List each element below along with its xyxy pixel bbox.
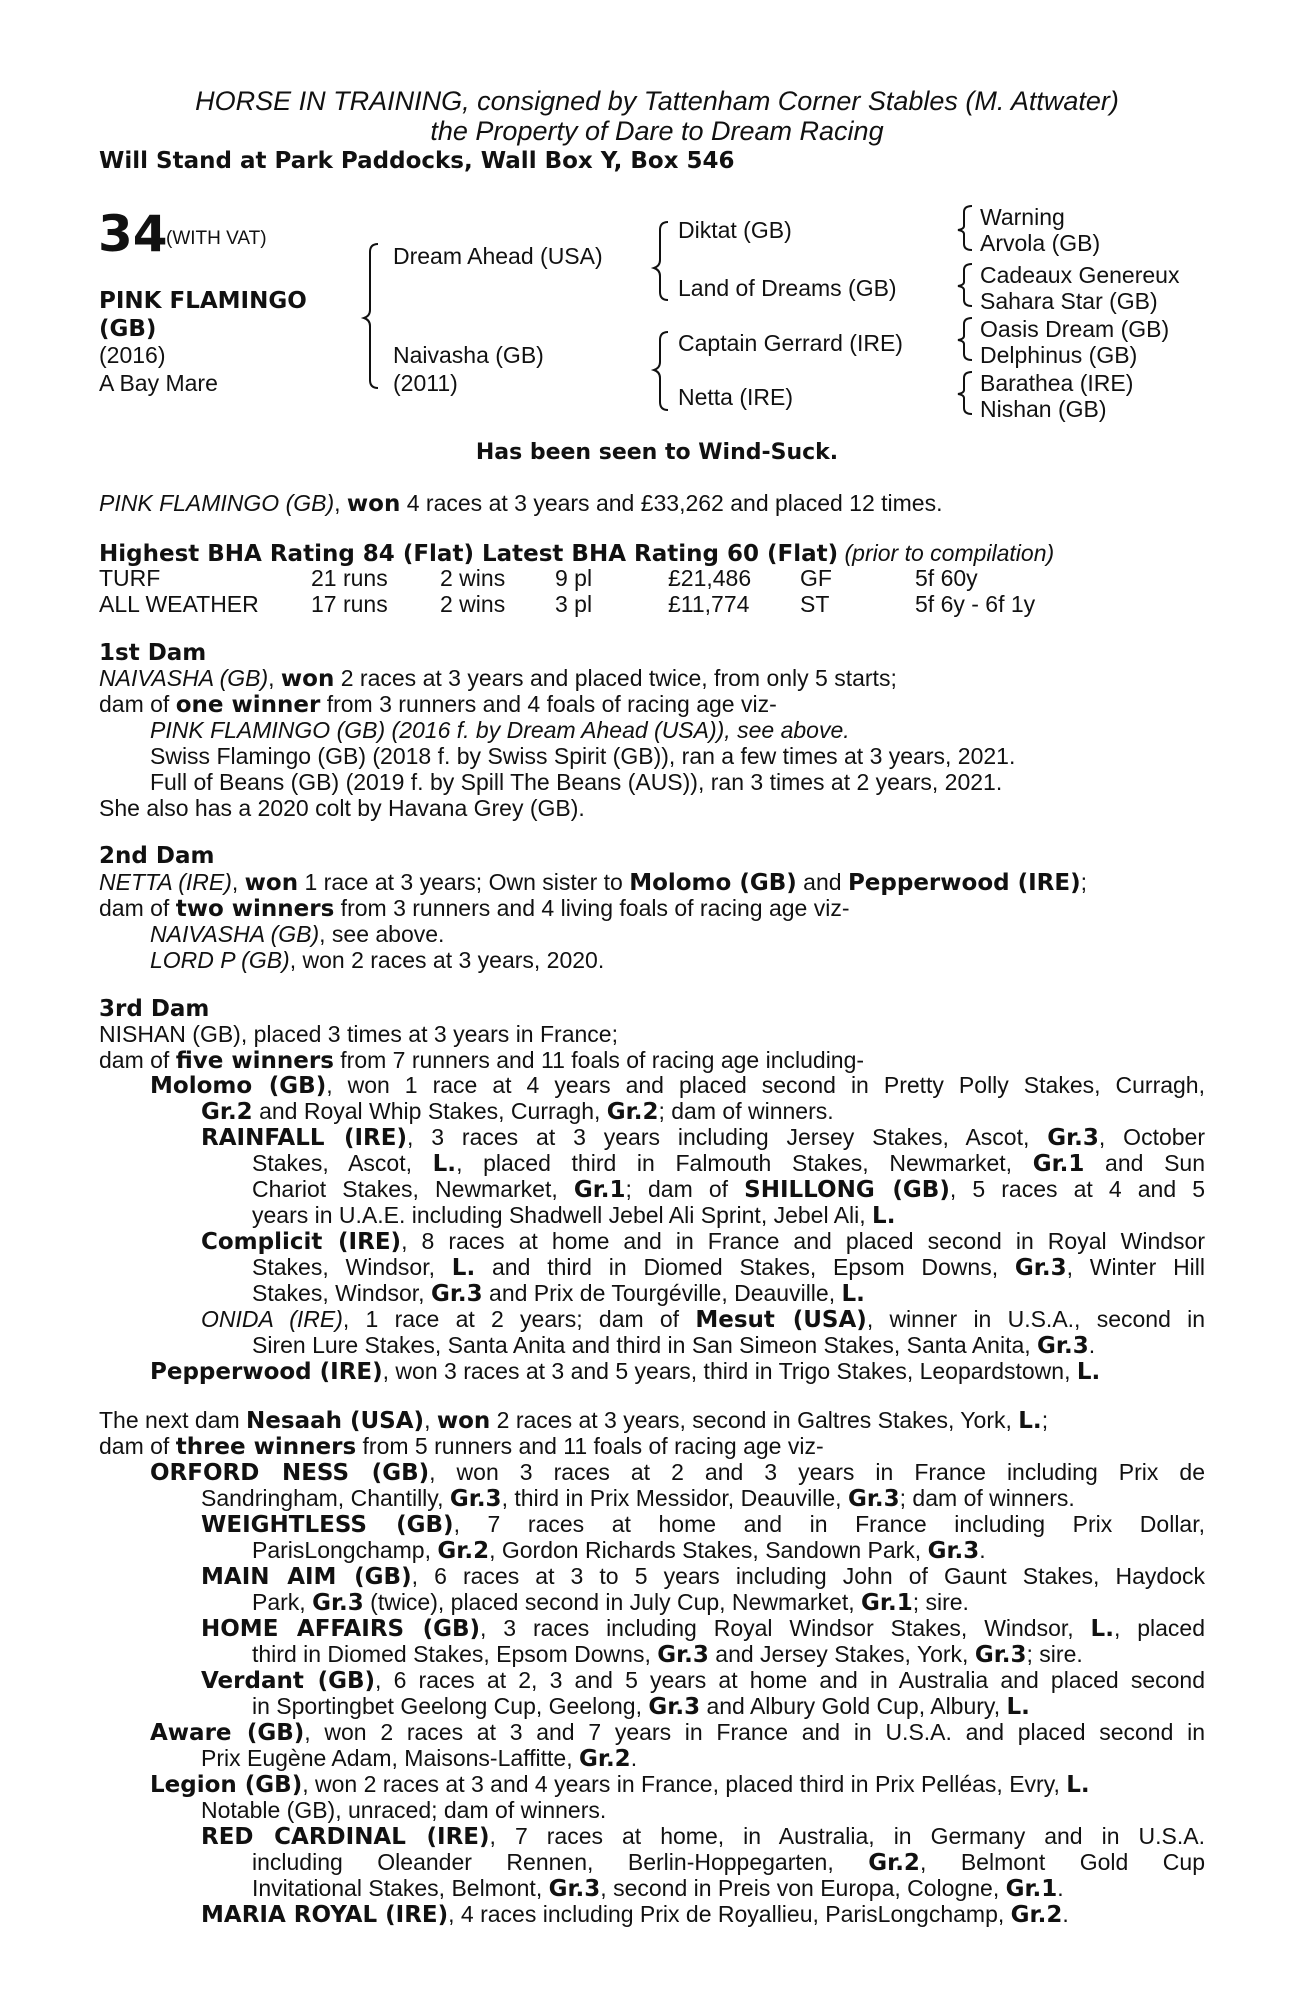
turf-money: £21,486	[668, 565, 752, 591]
first-dam-foal-3: Full of Beans (GB) (2019 f. by Spill The Beans (AUS)), ran 3 times at 2 years, 2021.	[150, 769, 1003, 795]
first-dam-foal-1: PINK FLAMINGO (GB) (2016 f. by Dream Ahead (USA)), see above.	[150, 717, 850, 743]
ped-gen3-8: Nishan (GB)	[980, 396, 1107, 422]
second-dam-produce: dam of two winners from 3 runners and 4 living foals of racing age viz-	[99, 895, 850, 922]
next-dam-line: The next dam Nesaah (USA), won 2 races at 3 years, second in Galtres Stakes, York, L.;	[99, 1407, 1049, 1434]
aw-going: ST	[800, 591, 830, 617]
verdant-entry: Verdant (GB), 6 races at 2, 3 and 5 years at home and in Australia and placed second	[201, 1667, 1205, 1694]
ped-gen3-5: Oasis Dream (GB)	[980, 316, 1170, 342]
aw-placed: 3 pl	[555, 591, 593, 617]
maria-royal-entry: MARIA ROYAL (IRE), 4 races including Prix de Royallieu, ParisLongchamp, Gr.2.	[201, 1901, 1069, 1928]
second-dam-title: 2nd Dam	[99, 843, 215, 869]
ped-gen3-2: Arvola (GB)	[980, 230, 1101, 256]
rainfall-entry-2: Stakes, Ascot, L., placed third in Falmouth Stakes, Newmarket, Gr.1 and Sun	[252, 1150, 1205, 1177]
second-dam-line: NETTA (IRE), won 1 race at 3 years; Own sister to Molomo (GB) and Pepperwood (IRE);	[99, 869, 1087, 896]
red-cardinal-entry: RED CARDINAL (IRE), 7 races at home, in Australia, in Germany and in U.S.A.	[201, 1823, 1205, 1850]
home-affairs-entry-2: third in Diomed Stakes, Epsom Downs, Gr.3 and Jersey Stakes, York, Gr.3; sire.	[252, 1641, 1083, 1668]
pepperwood-entry: Pepperwood (IRE), won 3 races at 3 and 5 years, third in Trigo Stakes, Leopardstown, L.	[150, 1358, 1101, 1385]
header-line-2: the Property of Dare to Dream Racing	[430, 116, 884, 146]
ped-gen3-6: Delphinus (GB)	[980, 342, 1138, 368]
sire-name: Dream Ahead (USA)	[393, 243, 603, 269]
dam-name: Naivasha (GB)	[393, 342, 544, 368]
first-dam-title: 1st Dam	[99, 640, 207, 666]
weightless-entry-2: ParisLongchamp, Gr.2, Gordon Richards Stakes, Sandown Park, Gr.3.	[252, 1537, 986, 1564]
aw-surface: ALL WEATHER	[99, 591, 259, 617]
header-line-3: Will Stand at Park Paddocks, Wall Box Y, Box 546	[99, 148, 735, 174]
onida-entry-2: Siren Lure Stakes, Santa Anita and third in San Simeon Stakes, Santa Anita, Gr.3.	[252, 1332, 1096, 1359]
rainfall-entry-3: Chariot Stakes, Newmarket, Gr.1; dam of SHILLONG (GB), 5 races at 4 and 5	[252, 1176, 1206, 1203]
rainfall-entry: RAINFALL (IRE), 3 races at 3 years including Jersey Stakes, Ascot, Gr.3, October	[201, 1124, 1205, 1151]
aw-money: £11,774	[668, 591, 750, 617]
dam-sire: Captain Gerrard (IRE)	[678, 330, 903, 356]
notable-entry: Notable (GB), unraced; dam of winners.	[201, 1797, 607, 1823]
complicit-entry: Complicit (IRE), 8 races at home and in France and placed second in Royal Windsor	[201, 1228, 1205, 1255]
aw-runs: 17 runs	[311, 591, 388, 617]
horse-description: A Bay Mare	[99, 370, 218, 396]
turf-placed: 9 pl	[555, 565, 593, 591]
first-dam-foal-2: Swiss Flamingo (GB) (2018 f. by Swiss Spirit (GB)), ran a few times at 3 years, 2021.	[150, 743, 1016, 769]
ped-gen3-3: Cadeaux Genereux	[980, 262, 1180, 288]
vat-label: (WITH VAT)	[166, 228, 267, 249]
ped-gen3-7: Barathea (IRE)	[980, 370, 1134, 396]
bha-rating: Highest BHA Rating 84 (Flat) Latest BHA Rating 60 (Flat) (prior to compilation)	[99, 540, 1055, 567]
rainfall-entry-4: years in U.A.E. including Shadwell Jebel Ali Sprint, Jebel Ali, L.	[252, 1202, 896, 1229]
aware-entry-2: Prix Eugène Adam, Maisons-Laffitte, Gr.2.	[201, 1745, 638, 1772]
main-aim-entry: MAIN AIM (GB), 6 races at 3 to 5 years including John of Gaunt Stakes, Haydock	[201, 1563, 1206, 1590]
second-dam-foal-1: NAIVASHA (GB), see above.	[150, 921, 445, 947]
molomo-entry-2: Gr.2 and Royal Whip Stakes, Curragh, Gr.2; dam of winners.	[201, 1098, 834, 1125]
red-cardinal-entry-2: including Oleander Rennen, Berlin-Hoppegarten, Gr.2, Belmont Gold Cup	[252, 1849, 1206, 1876]
first-dam-2020: She also has a 2020 colt by Havana Grey (GB).	[99, 795, 585, 821]
turf-runs: 21 runs	[311, 565, 388, 591]
first-dam-produce: dam of one winner from 3 runners and 4 foals of racing age viz-	[99, 691, 777, 718]
legion-entry: Legion (GB), won 2 races at 3 and 4 years in France, placed third in Prix Pelléas, Evry, L.	[150, 1771, 1090, 1798]
sire-dam: Land of Dreams (GB)	[678, 275, 897, 301]
ped-gen3-4: Sahara Star (GB)	[980, 288, 1158, 314]
red-cardinal-entry-3: Invitational Stakes, Belmont, Gr.3, second in Preis von Europa, Cologne, Gr.1.	[252, 1875, 1064, 1902]
wind-suck-note: Has been seen to Wind-Suck.	[475, 440, 839, 465]
turf-surface: TURF	[99, 565, 161, 591]
third-dam-produce: dam of five winners from 7 runners and 11 foals of racing age including-	[99, 1047, 865, 1074]
verdant-entry-2: in Sportingbet Geelong Cup, Geelong, Gr.3 and Albury Gold Cup, Albury, L.	[252, 1693, 1030, 1720]
horse-name: PINK FLAMINGO	[99, 288, 307, 314]
race-summary: PINK FLAMINGO (GB), won 4 races at 3 years and £33,262 and placed 12 times.	[99, 490, 943, 517]
third-dam-title: 3rd Dam	[99, 996, 210, 1022]
first-dam-line: NAIVASHA (GB), won 2 races at 3 years and placed twice, from only 5 starts;	[99, 665, 897, 692]
onida-entry: ONIDA (IRE), 1 race at 2 years; dam of Mesut (USA), winner in U.S.A., second in	[201, 1306, 1206, 1333]
turf-going: GF	[800, 565, 832, 591]
header-line-1: HORSE IN TRAINING, consigned by Tattenham Corner Stables (M. Attwater)	[195, 86, 1119, 116]
turf-wins: 2 wins	[440, 565, 506, 591]
aw-distance: 5f 6y - 6f 1y	[915, 591, 1036, 617]
horse-origin: (GB)	[99, 316, 157, 342]
next-dam-produce: dam of three winners from 5 runners and 11 foals of racing age viz-	[99, 1433, 824, 1460]
aw-wins: 2 wins	[440, 591, 506, 617]
horse-year: (2016)	[99, 342, 166, 368]
main-aim-entry-2: Park, Gr.3 (twice), placed second in July Cup, Newmarket, Gr.1; sire.	[252, 1589, 969, 1616]
dam-dam: Netta (IRE)	[678, 384, 794, 410]
third-dam-line: NISHAN (GB), placed 3 times at 3 years in France;	[99, 1021, 618, 1047]
molomo-entry: Molomo (GB), won 1 race at 4 years and placed second in Pretty Polly Stakes, Curragh,	[150, 1072, 1205, 1099]
home-affairs-entry: HOME AFFAIRS (GB), 3 races including Royal Windsor Stakes, Windsor, L., placed	[201, 1615, 1205, 1642]
second-dam-foal-2: LORD P (GB), won 2 races at 3 years, 2020.	[150, 947, 605, 973]
turf-distance: 5f 60y	[915, 565, 978, 591]
lot-number: 34	[98, 205, 168, 263]
complicit-entry-3: Stakes, Windsor, Gr.3 and Prix de Tourgéville, Deauville, L.	[252, 1280, 865, 1307]
sire-sire: Diktat (GB)	[678, 217, 792, 243]
aware-entry: Aware (GB), won 2 races at 3 and 7 years in France and in U.S.A. and placed second in	[150, 1719, 1206, 1746]
ped-gen3-1: Warning	[980, 204, 1065, 230]
weightless-entry: WEIGHTLESS (GB), 7 races at home and in France including Prix Dollar,	[201, 1511, 1205, 1538]
complicit-entry-2: Stakes, Windsor, L. and third in Diomed Stakes, Epsom Downs, Gr.3, Winter Hill	[252, 1254, 1206, 1281]
orford-entry-2: Sandringham, Chantilly, Gr.3, third in Prix Messidor, Deauville, Gr.3; dam of winners.	[201, 1485, 1075, 1512]
dam-year: (2011)	[393, 370, 458, 396]
orford-entry: ORFORD NESS (GB), won 3 races at 2 and 3 years in France including Prix de	[150, 1459, 1205, 1486]
